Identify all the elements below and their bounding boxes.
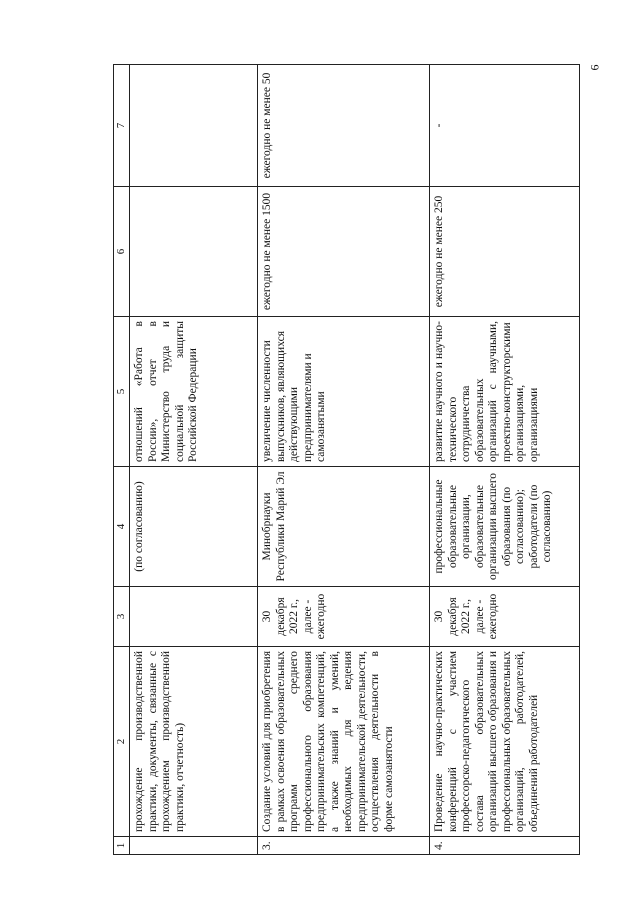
indicator-cell-6 [129,187,257,317]
rotated-table-container [113,55,583,855]
column-number-row [114,65,130,855]
indicator-cell-6: ежегодно не менее 1500 [257,187,429,317]
row-number: 3. [257,837,429,855]
term-cell [129,587,257,647]
column-header: 5 [114,317,130,467]
measure-cell: прохождение производственной практики, документы, связанные с прохождением производственной практики, отчетность) [129,647,257,837]
column-header: 1 [114,837,130,855]
row-number [129,837,257,855]
column-header: 2 [114,647,130,837]
term-cell: 30 декабря 2022 г., далее - ежегодно [257,587,429,647]
indicator-cell-6: ежегодно не менее 250 [429,187,579,317]
result-cell: отношений «Работа в России», отчет в Министерство труда и социальной защиты Российской Федерации [129,317,257,467]
column-header: 3 [114,587,130,647]
term-cell: 30 декабря 2022 г., далее - ежегодно [429,587,579,647]
column-header: 6 [114,187,130,317]
indicator-cell-7 [129,65,257,187]
table-row [129,65,257,855]
indicator-cell-7: - [429,65,579,187]
executor-cell: профессиональные образовательные организации, образовательные организации высшего образования (по согласованию); работодатели (по согласованию) [429,467,579,587]
indicator-cell-7: ежегодно не менее 50 [257,65,429,187]
table-row [429,65,579,855]
row-number: 4. [429,837,579,855]
executor-cell: Минобрнауки Республики Марий Эл [257,467,429,587]
result-cell: развитие научного и научно-технического сотрудничества образовательных организаций с научными, проектно-конструкторскими организациями, организациями [429,317,579,467]
page-number: 6 [587,64,602,71]
measures-table [113,64,580,855]
executor-cell: (по согласованию) [129,467,257,587]
measure-cell: Проведение научно-практических конференций с участием профессорско-педагогического состава образовательных организаций высшего образования и профессиональных образовательных организаций, работодателей, объединений работодателей [429,647,579,837]
table-row [257,65,429,855]
column-header: 7 [114,65,130,187]
result-cell: увеличение численности выпускников, являющихся действующими предпринимателями и самозанятыми [257,317,429,467]
measure-cell: Создание условий для приобретения в рамках освоения образовательных программ среднего профессионального образования предпринимательских компетенций, а также знаний и умений, необходимых для ведения предпринимательской деятельности, осуществления деятельности в форме самозанятости [257,647,429,837]
column-header: 4 [114,467,130,587]
